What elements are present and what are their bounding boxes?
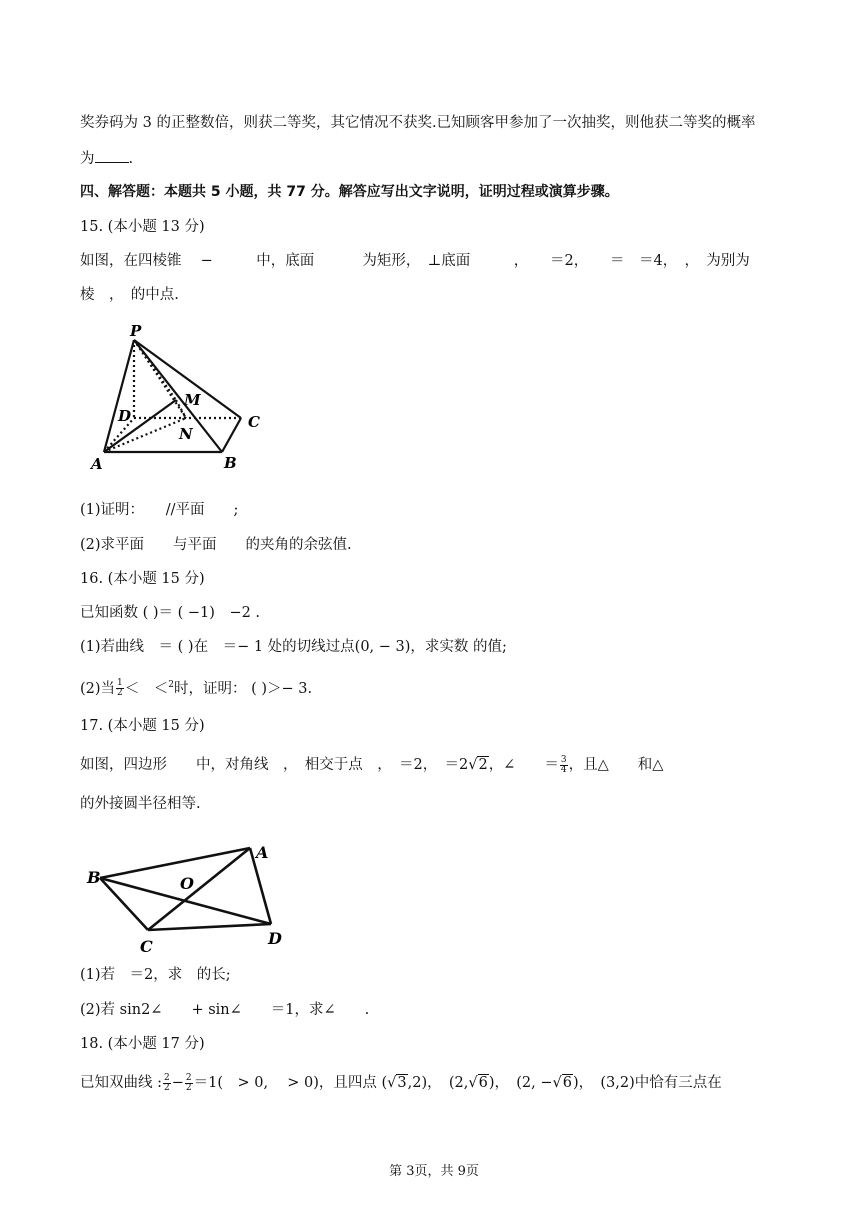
fraction-x2: $\frac{2}{2}$	[164, 1072, 170, 1093]
label-D: D	[118, 407, 132, 425]
text-line-2: 为 .	[80, 148, 133, 169]
q17-heading: 17. (本小题 15 分)	[80, 718, 205, 734]
fraction-y2: $\frac{2}{2}$	[185, 1072, 192, 1093]
label-B: B	[87, 868, 101, 887]
q15-heading: 15. (本小题 13 分)	[80, 219, 205, 235]
label-B: B	[224, 454, 237, 472]
q16-part-1: (1)若曲线 ＝ ( )在 ＝− 1 处的切线过点(0, − 3)，求实数 的值;	[80, 639, 507, 655]
answer-blank[interactable]	[95, 148, 129, 163]
q17-line-2: 的外接圆半径相等.	[80, 796, 201, 812]
label-A: A	[91, 455, 103, 473]
label-C: C	[140, 937, 153, 956]
section-heading: 四、解答题：本题共 5 小题，共 77 分。解答应写出文字说明，证明过程或演算步骤。	[80, 184, 619, 200]
q16-heading: 16. (本小题 15 分)	[80, 571, 205, 587]
q16-line-1: 已知函数 ( )＝ ( −1) −2 .	[80, 605, 261, 621]
label-O: O	[180, 874, 194, 893]
label-M: M	[184, 391, 201, 409]
label-P: P	[130, 322, 142, 340]
q18-heading: 18. (本小题 17 分)	[80, 1036, 205, 1052]
label-A: A	[256, 843, 269, 862]
label-D: D	[268, 929, 282, 948]
label-N: N	[179, 425, 193, 443]
pyramid-figure	[88, 318, 278, 473]
q15-part-2: (2)求平面 与平面 的夹角的余弦值.	[80, 537, 352, 553]
q15-line-2: 棱 ， 的中点.	[80, 287, 179, 303]
q18-line-1: 已知双曲线 : $\frac{2}{2}$ − $\frac{2}{2}$ ＝1( > 0, > 0)，且四点 (√3,2)， (2,√6)， (2, −√6)， (3,2)中恰有三点在	[80, 1072, 722, 1093]
q17-part-2: (2)若 sin2∠ + sin∠ ＝1，求∠ .	[80, 1002, 370, 1018]
quadrilateral-figure	[84, 840, 294, 960]
q15-line-1: 如图，在四棱锥 − 中，底面 为矩形， ⊥底面 ， ＝2， ＝ ＝4， ， 为别为	[80, 253, 750, 269]
q17-line-1: 如图，四边形 中，对角线 ， 相交于点 ， ＝2， ＝2√2，∠ ＝ $\frac{3}{4}$ ，且△ 和△	[80, 754, 664, 775]
q17-part-1: (1)若 ＝2，求 的长;	[80, 967, 231, 983]
fraction-half: $\frac{1}{2}$	[117, 678, 123, 699]
page-footer: 第 3页，共 9页	[389, 1164, 479, 1179]
q16-part-2: (2)当 $\frac{1}{2}$ ＜ ＜$^2$时，证明： ( )＞− 3.	[80, 678, 313, 699]
q15-part-1: (1)证明： //平面 ;	[80, 502, 239, 518]
label-C: C	[248, 413, 260, 431]
text-line-1: 奖券码为 3 的正整数倍，则获二等奖，其它情况不获奖.已知顾客甲参加了一次抽奖，则他获二等奖的概率	[80, 115, 756, 131]
fraction-three-quarters: $\frac{3}{4}$	[560, 754, 567, 775]
